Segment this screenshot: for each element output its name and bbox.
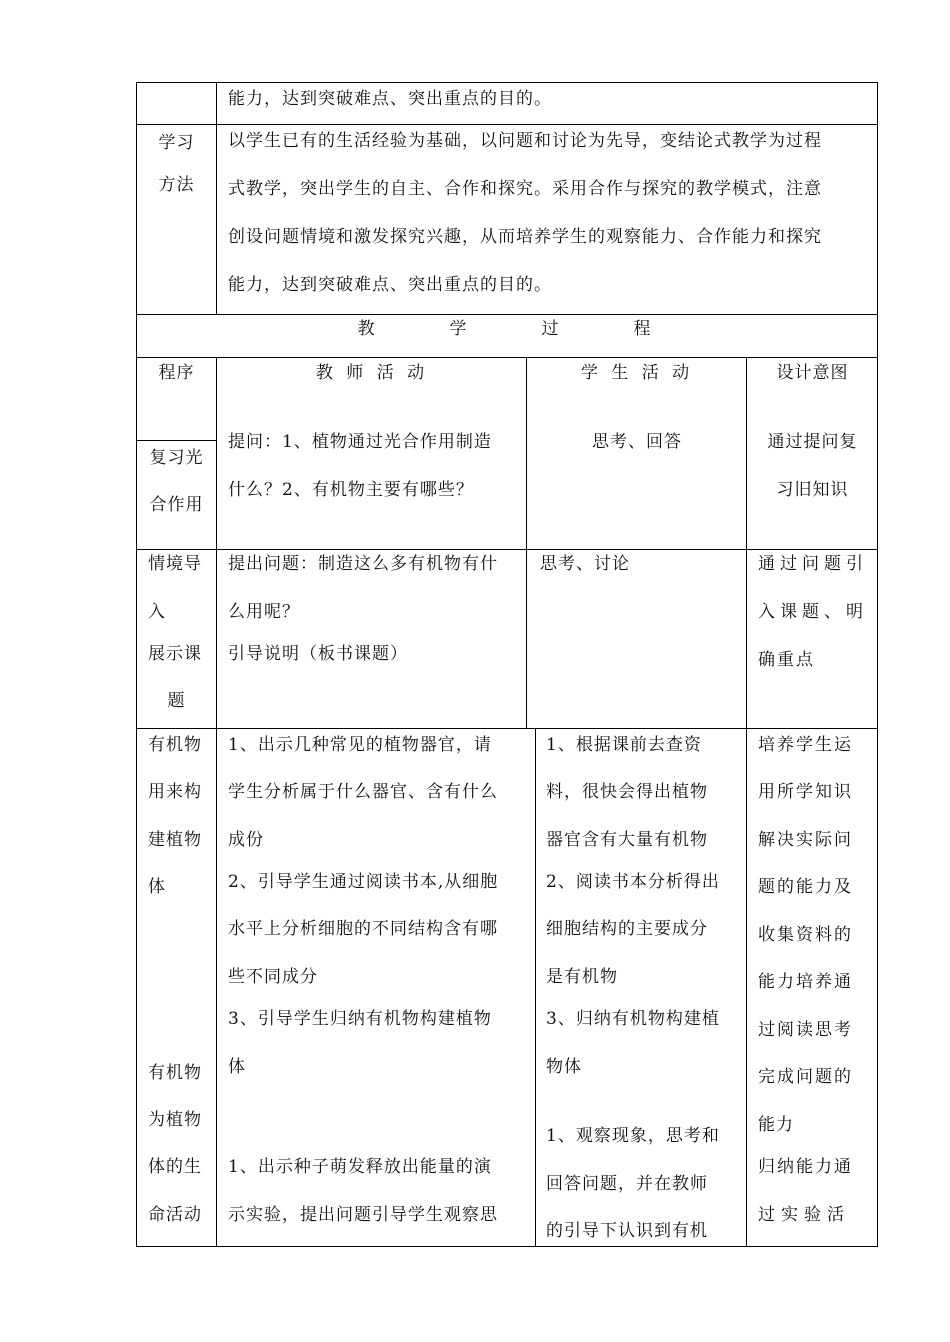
process-heading: 教 学 过 程 xyxy=(357,319,657,339)
row2-teacher-3: 引导说明（板书课题） xyxy=(228,644,408,664)
header-teacher: 教 师 活 动 xyxy=(315,363,429,383)
row2-intent-1: 通过问题引 xyxy=(758,554,868,574)
row3-procedure-8: 有机物 xyxy=(148,1063,202,1083)
row3-procedure-2: 用来构 xyxy=(148,782,202,802)
row2-intent-3: 确重点 xyxy=(758,650,815,670)
row3-intent-9: 能力 xyxy=(758,1115,794,1135)
row2-procedure-1: 情境导 xyxy=(148,554,202,574)
row3-teacher-3: 成份 xyxy=(228,830,264,850)
row1-intent-2: 习旧知识 xyxy=(776,480,849,500)
row3-intent-2: 用所学知识 xyxy=(758,782,853,802)
row2-procedure-2: 入 xyxy=(148,602,166,622)
row1-procedure-1: 复习光 xyxy=(149,448,204,468)
border-bottom xyxy=(136,1246,878,1247)
row3-student-8: 物体 xyxy=(546,1057,582,1077)
row3-teacher-6: 些不同成分 xyxy=(228,967,318,987)
learning-method-line-4: 能力，达到突破难点、突出重点的目的。 xyxy=(228,275,552,295)
row3-student-5: 细胞结构的主要成分 xyxy=(546,919,708,939)
row3-intent-8: 完成问题的 xyxy=(758,1067,853,1087)
row1-teacher-1: 提问：1、植物通过光合作用制造 xyxy=(228,432,492,452)
border-right xyxy=(877,82,878,1247)
row3-student-1: 1、根据课前去查资 xyxy=(546,735,702,755)
row2-procedure-3: 展示课 xyxy=(148,644,202,664)
row3-student-4: 2、阅读书本分析得出 xyxy=(546,872,720,892)
row3-teacher-10: 1、出示种子萌发释放出能量的演 xyxy=(228,1157,492,1177)
row2-procedure-4: 题 xyxy=(167,691,186,711)
row3-procedure-4: 体 xyxy=(148,877,166,897)
learning-method-line-3: 创设问题情境和激发探究兴趣，从而培养学生的观察能力、合作能力和探究 xyxy=(228,227,822,247)
row3-intent-10: 归纳能力通 xyxy=(758,1157,853,1177)
row3-intent-5: 收集资料的 xyxy=(758,925,853,945)
learning-method-line-1: 以学生已有的生活经验为基础，以问题和讨论为先导，变结论式教学为过程 xyxy=(228,131,822,151)
row3-intent-6: 能力培养通 xyxy=(758,972,853,992)
row3-teacher-2: 学生分析属于什么器官、含有什么 xyxy=(228,782,498,802)
row3-procedure-1: 有机物 xyxy=(148,735,202,755)
row2-intent-2: 入课题、明 xyxy=(758,602,868,622)
row3-teacher-5: 水平上分析细胞的不同结构含有哪 xyxy=(228,919,498,939)
row3-teacher-4: 2、引导学生通过阅读书本,从细胞 xyxy=(228,872,499,892)
row3-intent-4: 题的能力及 xyxy=(758,877,853,897)
row2-teacher-2: 么用呢？ xyxy=(228,602,300,622)
learning-method-line-2: 式教学，突出学生的自主、合作和探究。采用合作与探究的教学模式，注意 xyxy=(228,179,822,199)
header-student: 学 生 活 动 xyxy=(580,363,694,383)
row2-teacher-1: 提出问题：制造这么多有机物有什 xyxy=(228,554,498,574)
row1-teacher-2: 什么？2、有机物主要有哪些？ xyxy=(228,480,474,500)
learning-method-label-2: 方法 xyxy=(158,175,195,195)
row3-student-11: 的引导下认识到有机 xyxy=(546,1221,708,1241)
row3-student-6: 是有机物 xyxy=(546,967,618,987)
row3-teacher-8: 体 xyxy=(228,1057,246,1077)
row3-student-2: 料，很快会得出植物 xyxy=(546,782,708,802)
row2-student-1: 思考、讨论 xyxy=(540,554,630,574)
row3-student-3: 器官含有大量有机物 xyxy=(546,830,708,850)
row3-procedure-9: 为植物 xyxy=(148,1110,202,1130)
row3-procedure-3: 建植物 xyxy=(148,830,202,850)
row3-intent-1: 培养学生运 xyxy=(758,735,853,755)
row3-intent-11: 过实验活 xyxy=(758,1205,850,1225)
row3-procedure-11: 命活动 xyxy=(148,1205,202,1225)
row3-student-10: 回答问题，并在教师 xyxy=(546,1174,708,1194)
header-intent: 设计意图 xyxy=(776,363,849,383)
row1-procedure-2: 合作用 xyxy=(149,495,204,515)
row3-procedure-10: 体的生 xyxy=(148,1157,202,1177)
row3-student-7: 3、归纳有机物构建植 xyxy=(546,1009,720,1029)
row1-student-1: 思考、回答 xyxy=(592,432,682,452)
row1-content: 能力，达到突破难点、突出重点的目的。 xyxy=(228,89,552,109)
learning-method-label-1: 学习 xyxy=(158,133,195,153)
row1-intent-1: 通过提问复 xyxy=(767,432,858,452)
divider-col2-a xyxy=(526,357,527,728)
row3-teacher-11: 示实验，提出问题引导学生观察思 xyxy=(228,1205,498,1225)
divider-col2-b xyxy=(535,728,536,1247)
row3-student-9: 1、观察现象，思考和 xyxy=(546,1126,720,1146)
header-procedure: 程序 xyxy=(158,363,195,383)
row3-intent-7: 过阅读思考 xyxy=(758,1020,853,1040)
row3-teacher-1: 1、出示几种常见的植物器官，请 xyxy=(228,735,492,755)
row3-teacher-7: 3、引导学生归纳有机物构建植物 xyxy=(228,1009,492,1029)
row3-intent-3: 解决实际问 xyxy=(758,830,853,850)
border-left xyxy=(136,82,137,1247)
